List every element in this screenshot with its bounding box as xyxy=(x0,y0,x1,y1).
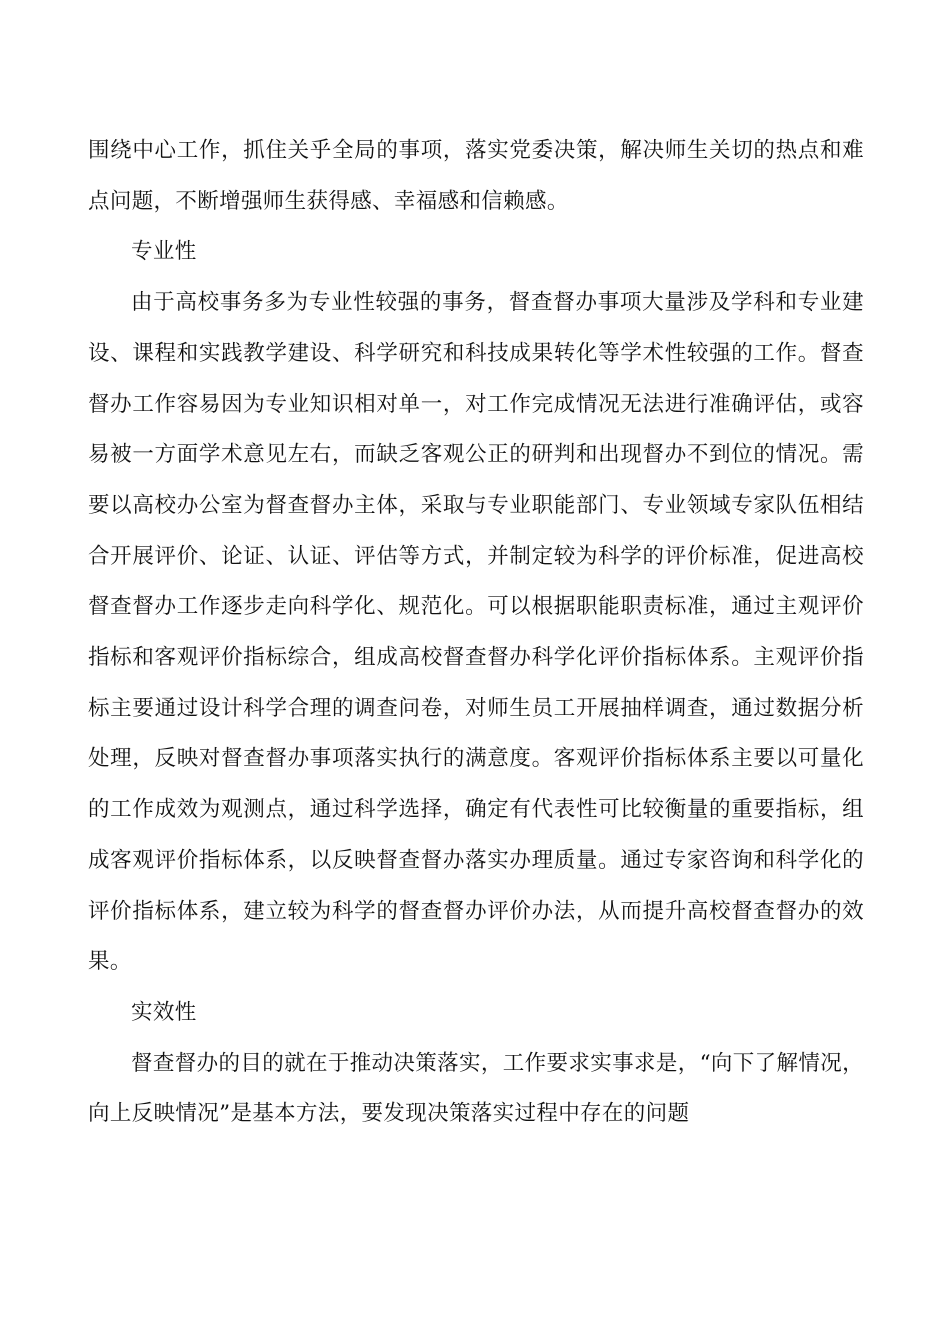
section-heading-professionalism: 专业性 xyxy=(131,239,197,265)
paragraph-continuation: 围绕中心工作，抓住关乎全局的事项，落实党委决策，解决师生关切的热点和难点问题，不断增强师生获得感、幸福感和信赖感。 xyxy=(88,138,864,214)
document-body xyxy=(88,126,864,1140)
section-heading-effectiveness: 实效性 xyxy=(131,999,197,1025)
paragraph-professionalism: 由于高校事务多为专业性较强的事务，督查督办事项大量涉及学科和专业建设、课程和实践教学建设、科学研究和科技成果转化等学术性较强的工作。督查督办工作容易因为专业知识相对单一，对工作完成情况无法进行准确评估，或容易被一方面学术意见左右，而缺乏客观公正的研判和出现督办不到位的情况。需要以高校办公室为督查督办主体，采取与专业职能部门、专业领域专家队伍相结合开展评价、论证、认证、评估等方式，并制定较为科学的评价标准，促进高校督查督办工作逐步走向科学化、规范化。可以根据职能职责标准，通过主观评价指标和客观评价指标综合，组成高校督查督办科学化评价指标体系。主观评价指标主要通过设计科学合理的调查问卷，对师生员工开展抽样调查，通过数据分析处理，反映对督查督办事项落实执行的满意度。客观评价指标体系主要以可量化的工作成效为观测点，通过科学选择，确定有代表性可比较衡量的重要指标，组成客观评价指标体系，以反映督查督办落实办理质量。通过专家咨询和科学化的评价指标体系，建立较为科学的督查督办评价办法，从而提升高校督查督办的效果。 xyxy=(88,290,864,975)
paragraph-effectiveness: 督查督办的目的就在于推动决策落实，工作要求实事求是，“向下了解情况，向上反映情况”是基本方法，要发现决策落实过程中存在的问题 xyxy=(88,1050,864,1127)
